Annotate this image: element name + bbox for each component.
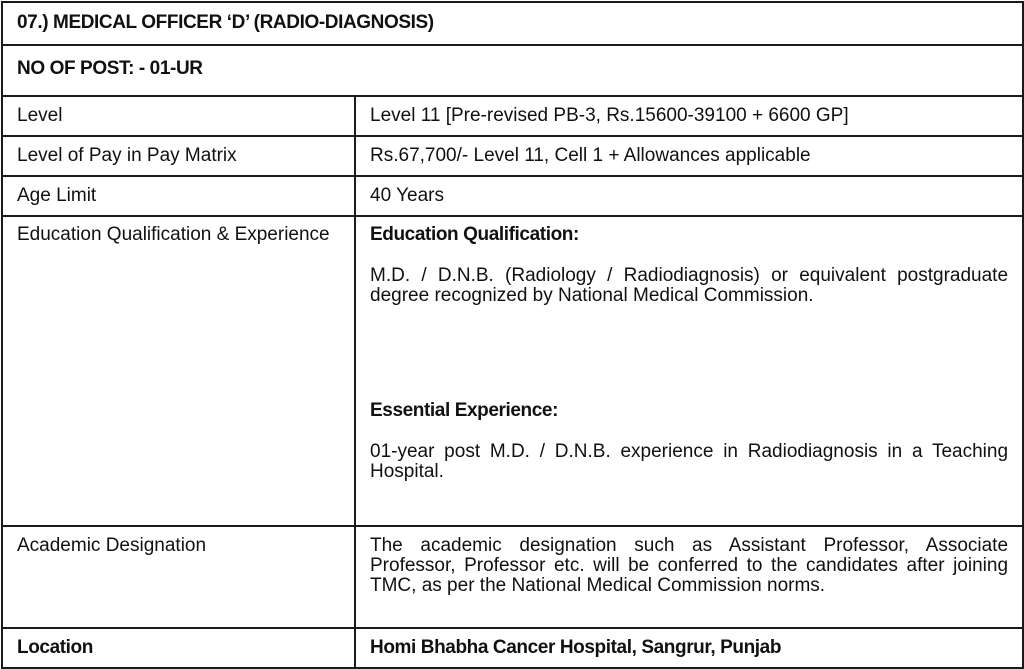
level-row	[2, 96, 1023, 136]
level-value: Level 11 [Pre-revised PB-3, Rs.15600-39100 + 6600 GP]	[355, 96, 1023, 136]
essential-experience-heading: Essential Experience:	[370, 400, 559, 421]
no-of-post: NO OF POST: - 01-UR	[2, 45, 1023, 96]
post-heading-row	[2, 2, 1023, 45]
location-row	[2, 628, 1023, 668]
post-heading: 07.) MEDICAL OFFICER ‘D’ (RADIO-DIAGNOSIS)	[2, 2, 1023, 45]
education-row	[2, 216, 1023, 526]
essential-experience-text: 01-year post M.D. / D.N.B. experience in Radiodiagnosis in a Teaching Hospital.	[370, 441, 1009, 482]
spacer	[370, 306, 1008, 401]
location-label: Location	[2, 628, 355, 668]
education-value-cell	[355, 216, 1023, 526]
no-of-post-row	[2, 45, 1023, 96]
academic-designation-row	[2, 526, 1023, 628]
pay-matrix-value: Rs.67,700/- Level 11, Cell 1 + Allowances applicable	[355, 136, 1023, 176]
pay-matrix-row	[2, 136, 1023, 176]
education-qualification-heading: Education Qualification:	[370, 224, 579, 245]
location-value: Homi Bhabha Cancer Hospital, Sangrur, Punjab	[355, 628, 1023, 668]
level-label: Level	[2, 96, 355, 136]
education-label-cell	[2, 216, 355, 526]
age-limit-label: Age Limit	[2, 176, 355, 216]
education-qualification-text: M.D. / D.N.B. (Radiology / Radiodiagnosis) or equivalent postgraduate degree recognized by National Medical Commission.	[370, 265, 1009, 306]
pay-matrix-label: Level of Pay in Pay Matrix	[2, 136, 355, 176]
post-details-table	[1, 1, 1024, 669]
academic-designation-label: Academic Designation	[2, 526, 355, 628]
academic-designation-value: The academic designation such as Assistant Professor, Associate Professor, Professor etc. will be conferred to the candidates after joining TMC, as per the National Medical Commission norms.	[355, 526, 1023, 628]
age-limit-value: 40 Years	[355, 176, 1023, 216]
age-limit-row	[2, 176, 1023, 216]
education-label: Education Qualification & Experience	[17, 224, 330, 245]
